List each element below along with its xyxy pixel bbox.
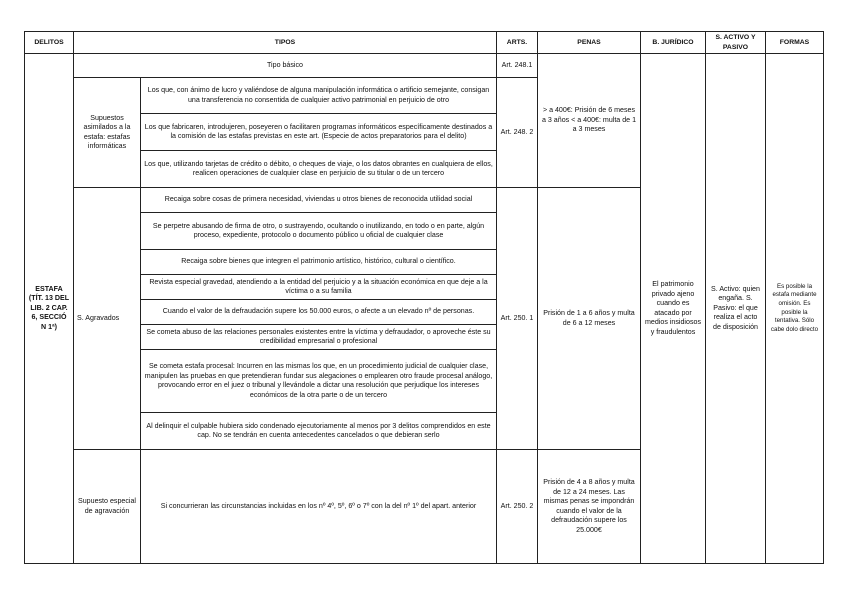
agravado-item: Se cometa abuso de las relaciones personales existentes entre la víctima y defraudador, o aproveche éste su credibilidad empresarial o profesional: [141, 325, 497, 350]
especial-label: Supuesto especial de agravación: [74, 450, 141, 564]
agravado-item: Revista especial gravedad, atendiendo a la entidad del perjuicio y a la situación económica en que deje a la víctima o a su familia: [141, 275, 497, 300]
header-bjuridico: B. JURÍDICO: [641, 32, 706, 54]
agravados-label: S. Agravados: [74, 188, 141, 450]
asimilados-pena: > a 400€: Prisión de 6 meses a 3 años < a 400€: multa de 1 a 3 meses: [538, 54, 641, 188]
asimilados-art: Art. 248. 2: [497, 78, 538, 188]
agravado-item: Recaiga sobre bienes que integren el patrimonio artístico, histórico, cultural o científico.: [141, 250, 497, 275]
asimilados-item: Los que, con ánimo de lucro y valiéndose de alguna manipulación informática o artificio semejante, consigan una transferencia no consentida de cualquier activo patrimonial en perjuicio de otro: [141, 78, 497, 114]
header-arts: ARTS.: [497, 32, 538, 54]
especial-art: Art. 250. 2: [497, 450, 538, 564]
especial-pena: Prisión de 4 a 8 años y multa de 12 a 24 meses. Las mismas penas se impondrán cuando el valor de la defraudación supere los 25.000€: [538, 450, 641, 564]
agravado-item: Recaiga sobre cosas de primera necesidad, viviendas u otros bienes de reconocida utilidad social: [141, 188, 497, 213]
agravado-item: Al delinquir el culpable hubiera sido condenado ejecutoriamente al menos por 3 delitos comprendidos en este cap. No se tendrán en cuenta antecedentes cancelados o que debieran serlo: [141, 413, 497, 450]
sujetos-cell: S. Activo: quien engaña. S. Pasivo: el que realiza el acto de disposición: [706, 54, 766, 564]
asimilados-item: Los que, utilizando tarjetas de crédito o débito, o cheques de viaje, o los datos obrantes en cualquiera de ellos, realicen operaciones de cualquier clase en perjuicio de su titular o de un tercero: [141, 151, 497, 188]
agravados-pena: Prisión de 1 a 6 años y multa de 6 a 12 meses: [538, 188, 641, 450]
agravados-art: Art. 250. 1: [497, 188, 538, 450]
formas-cell: Es posible la estafa mediante omisión. Es posible la tentativa. Sólo cabe dolo directo: [766, 54, 824, 564]
asimilados-label: Supuestos asimilados a la estafa: estafas informáticas: [74, 78, 141, 188]
agravado-item: Se cometa estafa procesal: Incurren en las mismas los que, en un procedimiento judicial de cualquier clase, manipulen las pruebas en que pretendieran fundar sus alegaciones o emplearen otro fraude procesal análogo, provocando error en el juez o tribunal y llevándole a dictar una resolución que perjudique los intereses económicos de la otra parte o de un tercero: [141, 350, 497, 413]
tipo-basico-art: Art. 248.1: [497, 54, 538, 78]
header-formas: FORMAS: [766, 32, 824, 54]
header-sujetos: S. ACTIVO Y PASIVO: [706, 32, 766, 54]
bien-juridico-cell: El patrimonio privado ajeno cuando es atacado por medios insidiosos y fraudulentos: [641, 54, 706, 564]
table-row: [25, 54, 824, 78]
tipo-basico-label: Tipo básico: [74, 54, 497, 78]
header-delitos: DELITOS: [25, 32, 74, 54]
delito-cell: ESTAFA (TÍT. 13 DEL LIB. 2 CAP. 6, SECCIÓ N 1ª): [25, 54, 74, 564]
agravado-item: Se perpetre abusando de firma de otro, o sustrayendo, ocultando o inutilizando, en todo o en parte, algún proceso, expediente, protocolo o documento público u oficial de cualquier clase: [141, 213, 497, 250]
especial-text: Si concurrieran las circunstancias incluidas en los nº 4º, 5º, 6º o 7º con la del nº 1º del apart. anterior: [141, 450, 497, 564]
legal-table: [24, 31, 824, 564]
agravado-item: Cuando el valor de la defraudación supere los 50.000 euros, o afecte a un elevado nº de personas.: [141, 300, 497, 325]
asimilados-item: Los que fabricaren, introdujeren, poseyeren o facilitaren programas informáticos específicamente destinados a la comisión de las estafas previstas en este art. (Especie de actos preparatorios para el delito): [141, 114, 497, 151]
header-tipos: TIPOS: [74, 32, 497, 54]
header-row: [25, 32, 824, 54]
header-penas: PENAS: [538, 32, 641, 54]
